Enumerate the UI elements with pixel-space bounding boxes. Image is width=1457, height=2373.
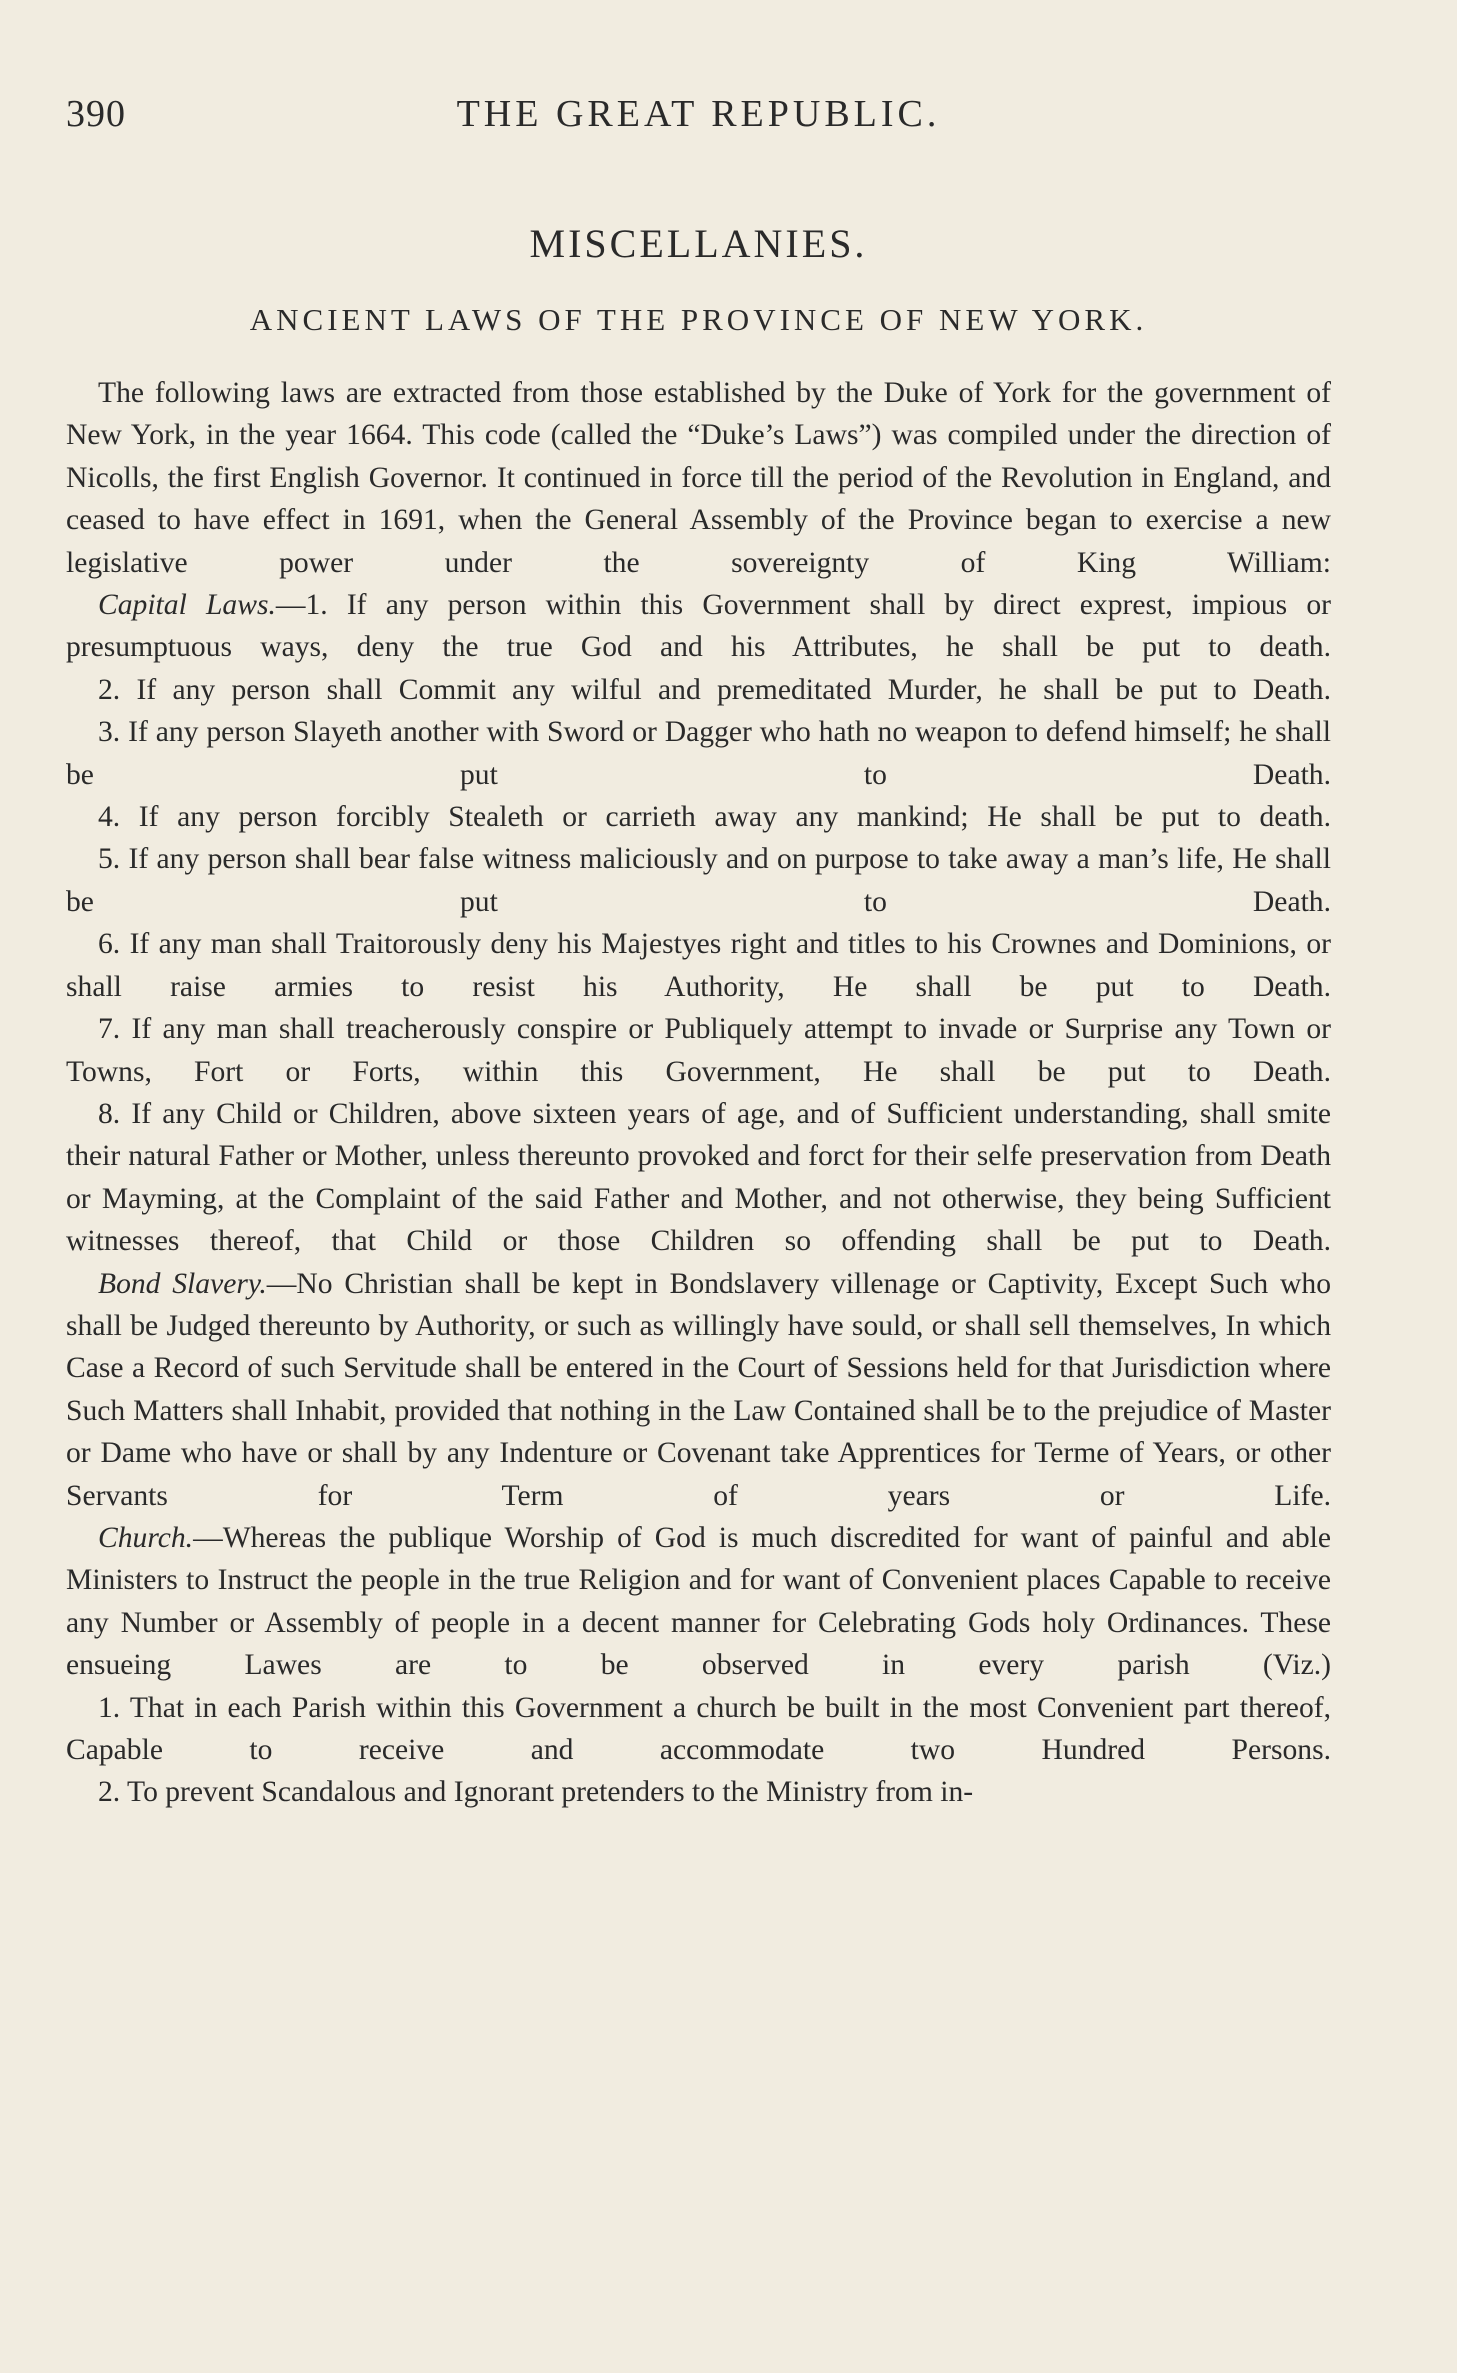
section-subtitle: ANCIENT LAWS OF THE PROVINCE OF NEW YORK. bbox=[249, 302, 1148, 337]
page-number: 390 bbox=[66, 93, 126, 135]
paragraph-text: 8. If any Child or Children, above sixteen years of age, and of Sufficient understanding, shall smite their natural Father or Mother, unless thereunto provoked and forct for their selfe preservation from Death or Mayming, at the Complaint of the said Father and Mother, and not otherwise, they being Sufficient witnesses thereof, that Child or those Children so offending shall be put to Death. bbox=[66, 1097, 1331, 1258]
paragraph-text: 2. To prevent Scandalous and Ignorant pretenders to the Ministry from in- bbox=[98, 1776, 974, 1809]
running-head bbox=[66, 92, 1331, 142]
paragraph-heading: Capital Laws. bbox=[98, 589, 276, 622]
paragraph bbox=[66, 584, 1331, 669]
paragraph-text: 5. If any person shall bear false witness maliciously and on purpose to take away a man’s life, He shall be put to Death. bbox=[66, 843, 1331, 918]
paragraph bbox=[66, 923, 1331, 1008]
paragraph bbox=[66, 1771, 1331, 1813]
paragraph-text: 4. If any person forcibly Stealeth or carrieth away any mankind; He shall be put to death. bbox=[98, 801, 1331, 834]
paragraph-text: —1. If any person within this Government shall by direct exprest, impious or presumptuous ways, deny the true God and his Attributes, he shall be put to death. bbox=[66, 589, 1332, 664]
paragraph-heading: Church. bbox=[98, 1521, 194, 1554]
paragraph bbox=[66, 711, 1331, 796]
paragraph-heading: Bond Slavery. bbox=[98, 1267, 267, 1300]
paragraph bbox=[66, 1008, 1331, 1093]
body-text bbox=[66, 372, 1331, 1814]
paragraph-text: —Whereas the publique Worship of God is much discredited for want of painful and able Ministers to Instruct the people in the true Religion and for want of Convenient places Capable to receive any Number or Assembly of people in a decent manner for Celebrating Gods holy Ordinances. These ensueing Lawes are to be observed in every parish (Viz.) bbox=[66, 1521, 1331, 1682]
paragraph-text: 3. If any person Slayeth another with Sword or Dagger who hath no weapon to defend himself; he shall be put to Death. bbox=[66, 716, 1331, 791]
paragraph-text: The following laws are extracted from those established by the Duke of York for the government of New York, in the year 1664. This code (called the “Duke’s Laws”) was compiled under the direction of Nicolls, the first English Governor. It continued in force till the period of the Revolution in England, and ceased to have effect in 1691, when the General Assembly of the Province began to exercise a new legislative power under the sovereignty of King William: bbox=[66, 377, 1331, 579]
paragraph bbox=[66, 838, 1331, 923]
running-title: THE GREAT REPUBLIC. bbox=[456, 93, 941, 135]
paragraph-text: 7. If any man shall treacherously conspire or Publiquely attempt to invade or Surprise any Town or Towns, Fort or Forts, within this Government, He shall be put to Death. bbox=[66, 1013, 1331, 1088]
section-title: MISCELLANIES. bbox=[529, 221, 868, 266]
paragraph bbox=[66, 1517, 1331, 1687]
paragraph-text: 1. That in each Parish within this Government a church be built in the most Convenient part thereof, Capable to receive and accommodate two Hundred Persons. bbox=[66, 1691, 1331, 1766]
paragraph bbox=[66, 1687, 1331, 1772]
paragraph-text: —No Christian shall be kept in Bondslavery villenage or Captivity, Except Such who shall be Judged thereunto by Authority, or such as willingly have sould, or shall sell themselves, In which Case a Record of such Servitude shall be entered in the Court of Sessions held for that Jurisdiction where Such Matters shall Inhabit, provided that nothing in the Law Contained shall be to the prejudice of Master or Dame who have or shall by any Indenture or Covenant take Apprentices for Terme of Years, or other Servants for Term of years or Life. bbox=[66, 1267, 1331, 1512]
paragraph bbox=[66, 1263, 1331, 1517]
paragraph-text: 2. If any person shall Commit any wilful and premeditated Murder, he shall be put to Death. bbox=[98, 673, 1331, 706]
paragraph-text: 6. If any man shall Traitorously deny his Majestyes right and titles to his Crownes and Dominions, or shall raise armies to resist his Authority, He shall be put to Death. bbox=[66, 928, 1331, 1003]
paragraph bbox=[66, 669, 1331, 711]
paragraph bbox=[66, 372, 1331, 584]
paragraph bbox=[66, 1093, 1331, 1263]
paragraph bbox=[66, 796, 1331, 838]
